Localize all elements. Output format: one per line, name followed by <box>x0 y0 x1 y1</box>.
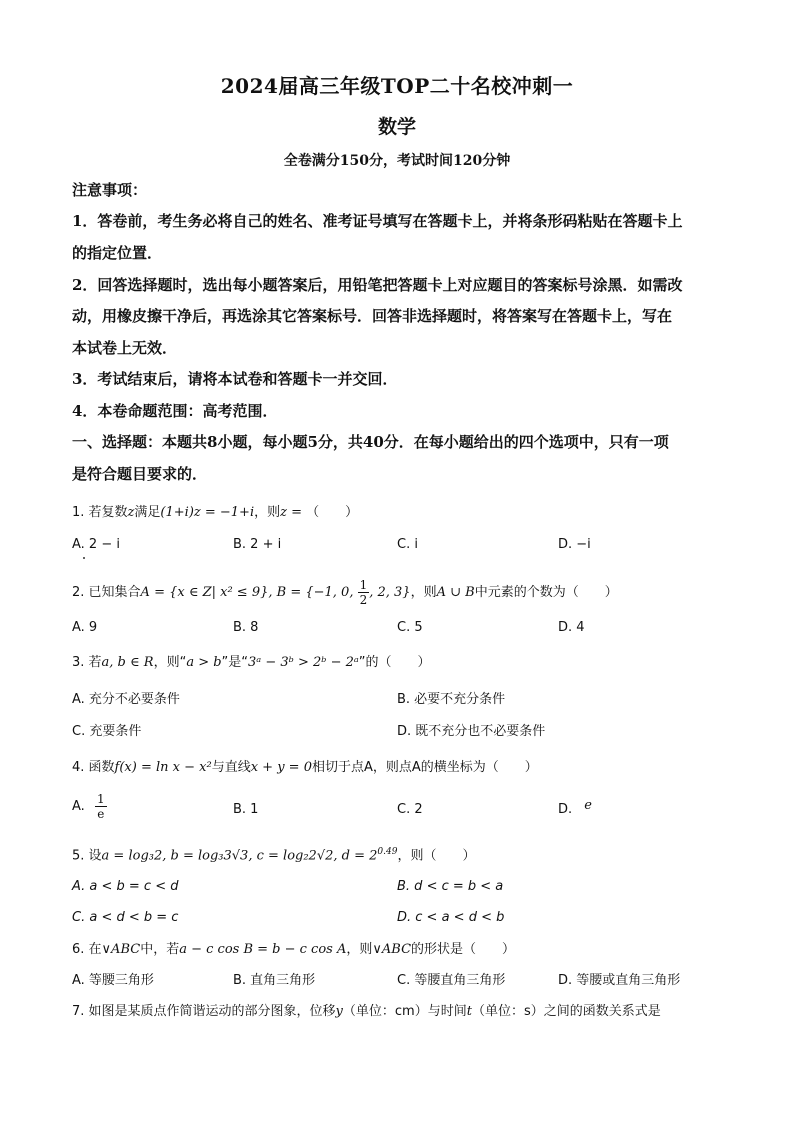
q2-text: 2. 已知集合 <box>72 585 141 600</box>
q4-mid: 与直线 <box>211 760 251 775</box>
q7-text: 7. 如图是某质点作简谐运动的部分图象，位移 <box>72 1004 336 1019</box>
q5-option-b[interactable]: B. d < c = b < a <box>397 879 504 894</box>
q2-frac-num: 1 <box>359 578 368 592</box>
q2-option-b[interactable]: B. 8 <box>233 620 259 635</box>
q3-cond-1: a > b <box>186 655 222 670</box>
q4-function: f(x) = ln x − x² <box>114 760 212 775</box>
q5-post: ，则（ ） <box>397 848 476 864</box>
q7-text-3: （单位：s）之间的函数关系式是 <box>471 1004 661 1019</box>
q4-a-den: e <box>97 807 105 821</box>
question-1 <box>72 503 732 523</box>
q6-triangle: ∨ABC <box>101 942 141 957</box>
q3-post: ”的（ ） <box>358 655 431 670</box>
q3-option-d[interactable]: D. 既不充分也不必要条件 <box>397 724 546 739</box>
q6-equation: a − c cos B = b − c cos A <box>179 942 347 957</box>
q4-line: x + y = 0 <box>250 760 312 775</box>
q3-mid: ，则“ <box>153 655 187 670</box>
subject-title: 数学 <box>377 116 416 138</box>
q7-text-2: （单位：cm）与时间 <box>342 1004 467 1019</box>
q2-post: ，则 <box>410 585 437 600</box>
q6-option-b[interactable]: B. 直角三角形 <box>233 973 316 988</box>
q7-var-y: y <box>335 1004 343 1019</box>
question-5 <box>72 842 732 866</box>
q1-var: z <box>127 505 135 520</box>
page-title: 2024届高三年级TOP二十名校冲刺一 <box>220 74 574 98</box>
q3-option-c[interactable]: C. 充要条件 <box>72 724 142 739</box>
q1-option-a[interactable]: A. 2 − i <box>72 537 120 552</box>
notice-line-2a: 2．回答选择题时，选出每小题答案后，用铅笔把答题卡上对应题目的答案标号涂黑．如需改 <box>72 276 683 294</box>
q6-post: ，则 <box>346 942 373 957</box>
notice-line-2b: 动，用橡皮擦干净后，再选涂其它答案标号．回答非选择题时，将答案写在答题卡上，写在 <box>72 307 673 325</box>
q4-option-a-label: A. <box>72 799 85 814</box>
q5-exponent: 0.49 <box>377 847 398 857</box>
exam-meta: 全卷满分150分，考试时间120分钟 <box>283 153 511 169</box>
q5-expression: a = log₃2, b = log₃3√3, c = log₂2√2, d = 2 <box>101 848 378 864</box>
notice-line-4: 4．本卷命题范围：高考范围． <box>72 402 278 420</box>
q1-text: 1. 若复数 <box>72 505 128 520</box>
q4-option-a-fraction <box>95 792 107 821</box>
q2-set-b: , 2, 3} <box>369 585 411 600</box>
q4-text: 4. 函数 <box>72 760 115 775</box>
q4-option-d-label: D. <box>558 802 573 817</box>
q6-option-a[interactable]: A. 等腰三角形 <box>72 973 154 988</box>
q4-a-num: 1 <box>96 792 105 806</box>
q3-option-a[interactable]: A. 充分不必要条件 <box>72 692 180 707</box>
q4-post: 相切于点A，则点A的横坐标为（ ） <box>311 760 538 775</box>
q1-mid: 满足 <box>134 505 161 520</box>
q1-option-d[interactable]: D. −i <box>558 537 591 552</box>
notice-line-2c: 本试卷上无效． <box>72 339 178 357</box>
q2-frac-den: 2 <box>359 593 368 607</box>
q3-option-b[interactable]: B. 必要不充分条件 <box>397 692 506 707</box>
q6-option-d[interactable]: D. 等腰或直角三角形 <box>558 973 681 988</box>
q1-option-c[interactable]: C. i <box>397 537 418 552</box>
q6-mid: 中，若 <box>140 942 180 957</box>
section-heading-1: 一、选择题：本题共8小题，每小题5分，共40分．在每小题给出的四个选项中，只有一项 <box>72 433 669 451</box>
q4-option-c[interactable]: C. 2 <box>397 802 423 817</box>
q2-tail: 中元素的个数为（ ） <box>474 585 618 600</box>
section-heading-2: 是符合题目要求的． <box>72 465 208 483</box>
notice-line-1b: 的指定位置． <box>72 244 163 262</box>
q1-blank: （ ） <box>306 505 359 520</box>
q6-option-c[interactable]: C. 等腰直角三角形 <box>397 973 506 988</box>
q3-mid2: ”是“ <box>221 655 249 670</box>
question-3 <box>72 653 732 673</box>
stray-dot <box>83 557 85 559</box>
notice-line-1a: 1．答卷前，考生务必将自己的姓名、准考证号填写在答题卡上，并将条形码粘贴在答题卡上 <box>72 212 683 230</box>
q3-text: 3. 若 <box>72 655 102 670</box>
question-4 <box>72 758 732 778</box>
q2-option-a[interactable]: A. 9 <box>72 620 98 635</box>
q4-option-b[interactable]: B. 1 <box>233 802 259 817</box>
q1-post: ，则 <box>254 505 281 520</box>
question-7 <box>72 1002 732 1022</box>
question-6 <box>72 940 732 960</box>
q3-vars: a, b ∈ R <box>101 655 154 670</box>
q1-option-b[interactable]: B. 2 + i <box>233 537 282 552</box>
q5-text: 5. 设 <box>72 848 102 864</box>
q2-option-c[interactable]: C. 5 <box>397 620 423 635</box>
notice-line-3: 3．考试结束后，请将本试卷和答题卡一并交回． <box>72 370 398 388</box>
q5-option-d[interactable]: D. c < a < d < b <box>397 910 505 925</box>
q4-option-d-value: e <box>584 798 592 813</box>
q4-option-d[interactable] <box>558 800 592 820</box>
question-2 <box>72 578 732 607</box>
q2-set-a: A = {x ∈ Z| x² ≤ 9}, B = {−1, 0, <box>140 585 358 600</box>
q7-var-t: t <box>466 1004 472 1019</box>
q1-var2: z = <box>280 505 307 520</box>
notice-heading: 注意事项： <box>72 181 148 199</box>
q2-option-d[interactable]: D. 4 <box>558 620 585 635</box>
q6-tail: 的形状是（ ） <box>411 942 516 957</box>
q2-union: A ∪ B <box>436 585 475 600</box>
q6-text: 6. 在 <box>72 942 102 957</box>
q4-option-a[interactable] <box>72 792 107 821</box>
q3-cond-2: 3ᵃ − 3ᵇ > 2ᵇ − 2ᵃ <box>248 655 359 670</box>
q5-option-a[interactable]: A. a < b = c < d <box>72 879 179 894</box>
q1-equation: (1+i)z = −1+i <box>160 505 255 520</box>
q5-option-c[interactable]: C. a < d < b = c <box>72 910 179 925</box>
q2-fraction <box>358 578 370 607</box>
q6-triangle-2: ∨ABC <box>372 942 412 957</box>
